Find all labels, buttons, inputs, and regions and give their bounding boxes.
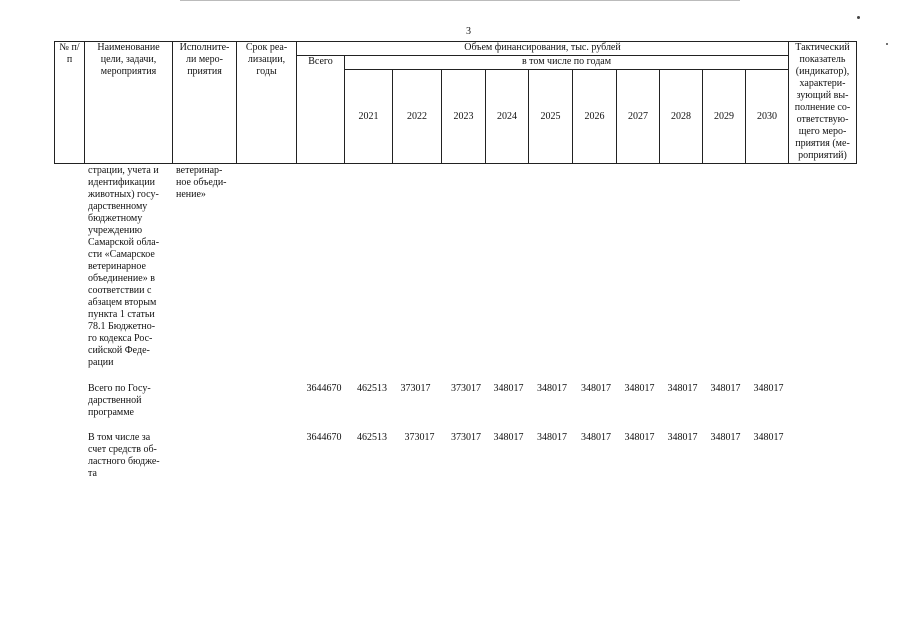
scan-edge-line [180, 0, 740, 1]
header-year: 2024 [486, 70, 529, 164]
header-year: 2025 [529, 70, 573, 164]
scan-speck [857, 16, 860, 19]
row-value: 348017 [624, 432, 655, 443]
row-value: 373017 [400, 383, 431, 394]
row-total: 3644670 [306, 383, 342, 394]
row-label: В том числе за счет средств об- ластного бюдже- та [88, 432, 160, 479]
row-value: 373017 [404, 432, 435, 443]
row-value: 348017 [581, 432, 611, 443]
row-value: 348017 [493, 383, 524, 394]
row-value: 348017 [710, 432, 741, 443]
row-value: 348017 [537, 432, 567, 443]
continuation-name-text: страции, учета и идентификации животных) госу- дарственному бюджетному учреждению Самарской обла- сти «Самарское ветеринарное объединение» в соответствии с абзацем вторым пункта 1 статьи 78.1 Бюджетно- го кодекса Рос- сийской Феде- рации [88, 165, 160, 368]
header-by-years: в том числе по годам [345, 56, 789, 70]
header-year: 2023 [442, 70, 486, 164]
header-year: 2021 [345, 70, 393, 164]
header-term: Срок реа-лизации, годы [237, 42, 297, 164]
row-value: 348017 [581, 383, 611, 394]
row-value: 348017 [537, 383, 567, 394]
header-name: Наименование цели, задачи, мероприятия [85, 42, 173, 164]
header-year: 2029 [703, 70, 746, 164]
row-value: 348017 [493, 432, 524, 443]
header-year: 2022 [393, 70, 442, 164]
page-number: 3 [466, 26, 471, 37]
header-funding: Объем финансирования, тыс. рублей [297, 42, 789, 56]
header-year: 2028 [660, 70, 703, 164]
financing-table-header [54, 41, 857, 164]
row-value: 348017 [667, 432, 698, 443]
continuation-executor-text: ветеринар- ное объеди- нение» [176, 165, 227, 200]
row-value: 462513 [357, 383, 387, 394]
row-value: 348017 [624, 383, 655, 394]
header-executor: Исполните-ли меро-приятия [173, 42, 237, 164]
row-value: 348017 [753, 432, 784, 443]
row-value: 373017 [451, 383, 481, 394]
scan-speck [886, 43, 888, 45]
header-indicator: Тактический показатель (индикатор), характери-зующий вы-полнение со-ответствую-щего меро-приятия (ме-роприятий) [789, 42, 857, 164]
header-no: № п/п [55, 42, 85, 164]
row-value: 348017 [667, 383, 698, 394]
header-year: 2030 [746, 70, 789, 164]
header-total: Всего [297, 56, 345, 164]
header-year: 2027 [617, 70, 660, 164]
row-value: 348017 [753, 383, 784, 394]
header-year: 2026 [573, 70, 617, 164]
row-label: Всего по Госу- дарственной программе [88, 383, 151, 418]
row-value: 373017 [451, 432, 481, 443]
row-value: 348017 [710, 383, 741, 394]
row-total: 3644670 [306, 432, 342, 443]
row-value: 462513 [357, 432, 387, 443]
